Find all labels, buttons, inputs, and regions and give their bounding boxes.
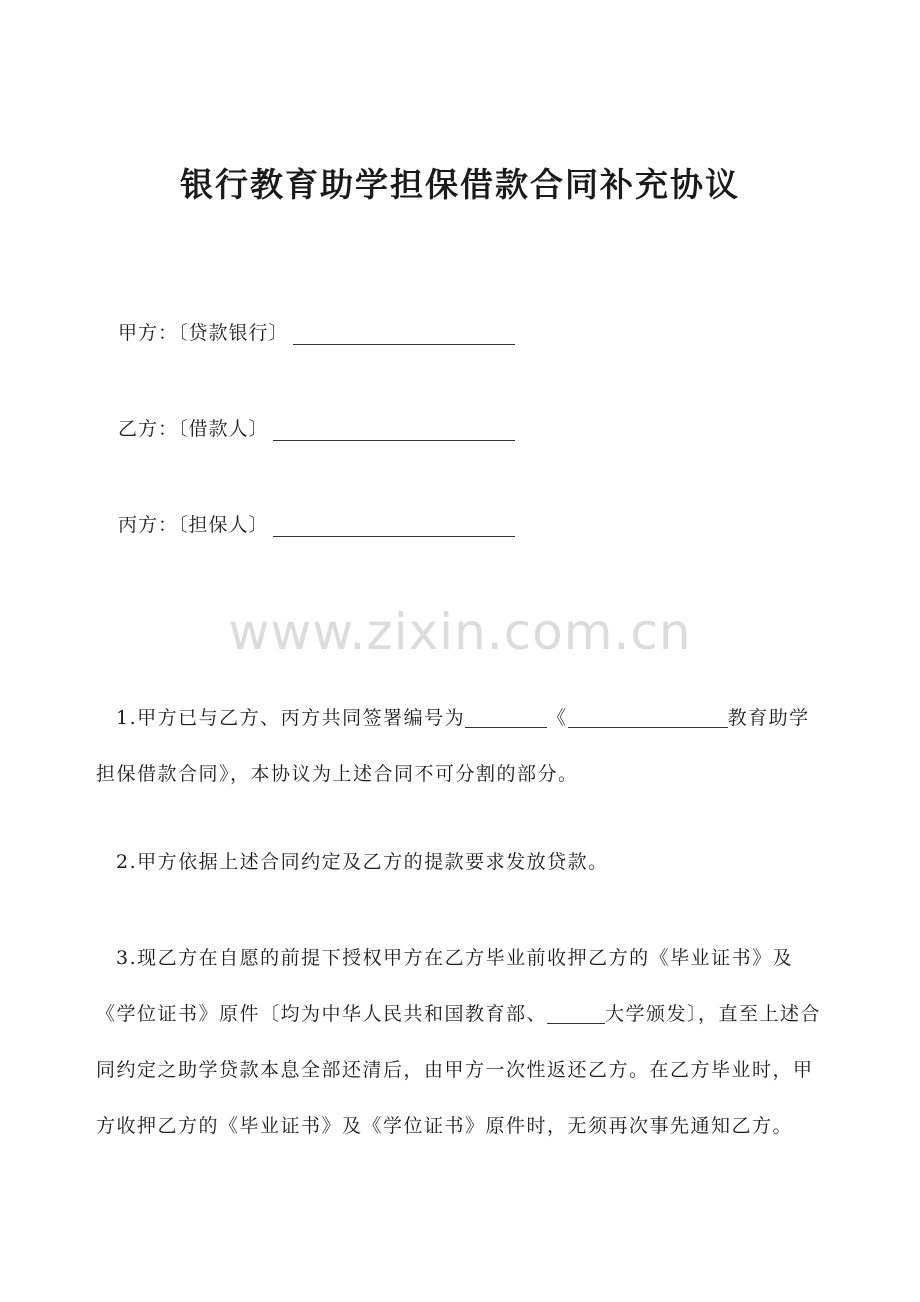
contract-number-blank bbox=[465, 705, 547, 728]
clause-3-part-2: 大学颁发〕，直至上述合同约定之助学贷款本息全部还清后，由甲方一次性返还乙方。在乙方毕业时，甲方收押乙方的《毕业证书》及《学位证书》原件时，无须再次事先通知乙方。 bbox=[96, 1003, 822, 1137]
clause-3 bbox=[96, 930, 828, 1154]
party-c-label: 丙方：〔担保人〕 bbox=[118, 514, 269, 536]
party-c-line bbox=[118, 510, 515, 540]
party-a-label: 甲方：〔贷款银行〕 bbox=[118, 322, 289, 344]
party-a-line bbox=[118, 318, 515, 348]
clause-1-part-2: 《 bbox=[547, 707, 568, 729]
party-b-line bbox=[118, 414, 515, 444]
party-b-label: 乙方：〔借款人〕 bbox=[118, 418, 269, 440]
clause-2: 2.甲方依据上述合同约定及乙方的提款要求发放贷款。 bbox=[116, 851, 609, 873]
clause-3-part-1: 3.现乙方在自愿的前提下授权甲方在乙方毕业前收押乙方的《毕业证书》及《学位证书》原件〔均为中华人民共和国教育部、 bbox=[96, 947, 794, 1025]
party-b-blank bbox=[273, 418, 515, 441]
clause-1-part-1: 1.甲方已与乙方、丙方共同签署编号为 bbox=[116, 707, 466, 729]
contract-name-blank bbox=[568, 705, 728, 728]
document-title: 银行教育助学担保借款合同补充协议 bbox=[180, 165, 740, 204]
clause-1-part-3: 教育助学担保借款合同》，本协议为上述合同不可分割的部分。 bbox=[96, 707, 810, 785]
university-name-blank bbox=[547, 1001, 605, 1024]
party-a-blank bbox=[293, 322, 515, 345]
watermark: www.zixin.com.cn bbox=[228, 603, 692, 661]
clause-1 bbox=[96, 690, 828, 802]
party-c-blank bbox=[273, 514, 515, 537]
